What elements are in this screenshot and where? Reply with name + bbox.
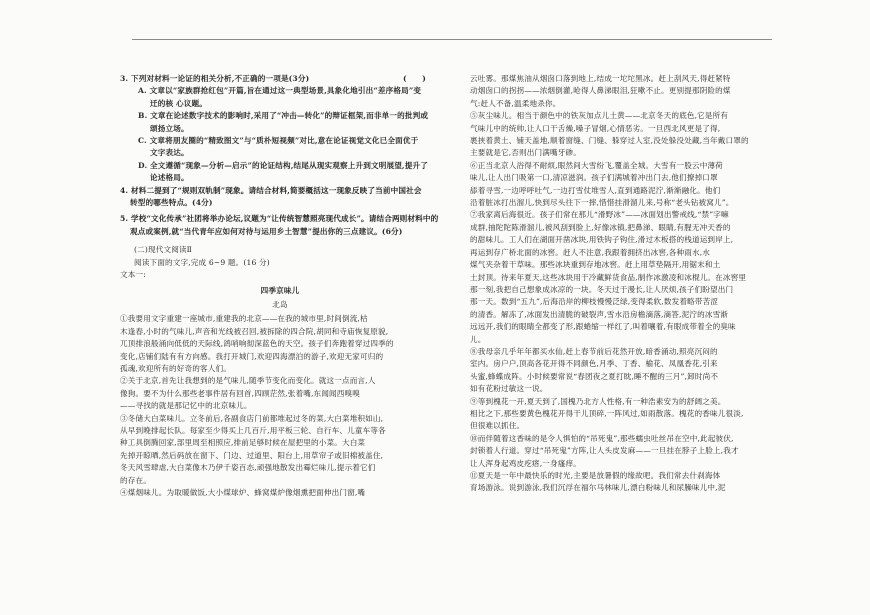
body-line: 头蜜,蜂蝶成阵。小时候要常说“春团夜之夏打眈,睡不醒的三月”,卸时尚不 <box>470 371 719 381</box>
left-column <box>120 73 440 499</box>
body-line: 如有花粉过敏这一说。 <box>470 384 548 394</box>
body-line: 成群,抽陀陀陈滑溜儿,被风刮到脸上,好像冰镇,把鼻涕、眼睛,有腥无冲天香的 <box>470 222 731 232</box>
option-b-line-1: B. 文章在论述数字技术的影响时,采用了“冲击—转化”的辩证框架,而非单一的批判或 <box>138 111 429 121</box>
body-line: 气味儿中的统帅,让人口干舌燥,嗓子冒烟,心情恶劣。一旦西北风更是了得, <box>470 123 721 133</box>
body-line: ⑨等到槐花一开,夏天到了,国槐乃北方人性格,有一种浩素安为的舒阔之美。 <box>470 396 726 406</box>
body-line: 云吐雾。那煤焦油从烟囱口落到地上,结成一坨坨黑冰。赶上刮风天,得赶紧特 <box>470 74 731 83</box>
body-line: 让人浑身起鸡皮疙瘩,一身瘙痒。 <box>470 458 581 468</box>
body-line: ⑩而伴随着这香味的是令人惧怕的“吊死鬼”,那些蠕虫吐丝吊在空中,此起彼伏, <box>470 433 734 443</box>
option-b-line-2: 颂扬立场。 <box>150 123 189 133</box>
right-column <box>470 73 792 495</box>
body-line: 但很难以抓住。 <box>470 421 525 431</box>
body-line: 木逢春,小时的气味儿,声音和光线被召回,被拆除的四合院,胡同和寺庙恢复原貌, <box>120 326 389 336</box>
body-line: 主要就是它,否则出门满嘴牙碜。 <box>470 148 581 158</box>
body-line: 煤气夹杂着干草味。那些冰块重到存地冰窖。赶上用草垫隔开,用锯末和土 <box>470 260 721 270</box>
body-line: ②关于北京,首先让我想到的是气味儿,随季节变化而变化。就这一点而言,人 <box>120 376 376 386</box>
body-line: ①我要用文字重建一座城市,重建我的北京——在我的城市里,时间倒流,枯 <box>120 314 368 324</box>
option-d-line-2: 论述格局。 <box>150 173 189 183</box>
body-line: 冬天风雪肆虐,大白菜像木乃伊千姿百态,顽强地散发出霉烂味儿,提示着它们 <box>120 463 376 473</box>
body-line: 那一天。数到“五九”,后海沿岸的柳枝慢慢泛绿,变得柔软,数发着略带苦涩 <box>470 297 719 307</box>
option-d-line-1: D. 全文遵循“现象—分析—启示”的论证结构,结尾从现实观察上升到文明展望,提升了 <box>138 160 428 170</box>
body-line: ⑦我家离后海很近。孩子们常在那儿“滑野冰”——冰面划出警戒线,“禁”字嘛 <box>470 210 729 220</box>
question-3-stem <box>120 73 440 85</box>
body-line: ⑧我母亲几乎年年都买水仙,赶上春节前后花然开放,暗香涌动,照亮沉闷的 <box>470 346 718 356</box>
body-line: 室内。房户户,顶高各花开得不同颜色,月季、丁香、榆花、凤凰香花,引来 <box>470 359 718 369</box>
body-line: 兀顶排浪般涌向低低的天际线,鸽哨响彻深蓝色的天空。孩子们奔跑着穿过四季的 <box>120 339 394 349</box>
body-line: ③冬储大白菜味儿。立冬前后,各副食店门前都堆起过冬的菜,大白菜堆积如山, <box>120 413 384 423</box>
body-line: 从早到晚排起长队。每家至少得买上几百斤,用平板三轮、自行车、儿童车等各 <box>120 425 386 435</box>
body-line: ——寻找的就是那记忆中的北京味儿。 <box>120 401 252 411</box>
body-line: 的存在。 <box>120 475 151 485</box>
body-line: 再运到存广桥北面的冰窖。赶人不注意,我跟着拥挤出冰窖,各种雨水,水 <box>470 247 711 257</box>
option-a-line-2: 迁的核 心议题。 <box>150 98 207 108</box>
body-line: 先掉开晾晒,然后码放在窗下、门边、过道里、阳台上,用草帘子或旧棉被盖住, <box>120 450 384 460</box>
body-line: 远远开,我们的眼睛全都变了形,跟蜷缩一样红了,叫着嚷着,有眼成带着全的臭味 <box>470 322 736 332</box>
body-line: 的清香。解冻了,冰面发出清脆的破裂声,雪水沿房檐滴落,滴答,泥泞的冰雪渐 <box>470 309 729 319</box>
top-rule <box>132 39 772 40</box>
question-5-line-1: 5. 学校“文化传承”社团将举办论坛,议题为“让传统智慧照亮现代成长”。请结合两则材料中的 <box>120 214 439 224</box>
body-line: 沿着脏冰打出溜儿,快到尽头往下一摔,惜惜挂滑溜儿来,号称“老头钻被窝儿”。 <box>470 198 734 208</box>
body-line: 舔着寻雪,一边呼呼吐气,一边打雪仗堆雪人,直到通路泥泞,渐渐融化。他们 <box>470 185 721 195</box>
text-label: 文本一: <box>120 270 146 280</box>
body-line: ④煤烟味儿。为取暖做饭,大小煤球炉、蜂窝煤炉像烟熏把面伸出门窗,嘴 <box>120 488 366 497</box>
body-line: 变化,店铺们陆有有方向感。我打开城门,欢迎四海漂泊的游子,欢迎无家可归的 <box>120 351 384 361</box>
body-line: 封锁着人行道。穿过“吊死鬼”方阵,让人头皮发麻——一旦挂在脖子上脸上,我才 <box>470 446 739 456</box>
body-line: 种工具倒腾回家,部里周至相照应,排前足够时候在屋把里的小菜。大白菜 <box>120 438 366 448</box>
body-line: 儿。 <box>470 334 486 344</box>
body-line: 像狗。要不为什么那些老事件居有回首,四顾茫然,张着嘴,东闻闻西嗅嗅 <box>120 388 361 398</box>
body-line: 那一刻,我把自己想象成冰凉的一块。冬天过于漫长,让人厌烦,孩子们盼望出门 <box>470 284 734 294</box>
section-heading: (二)现代文阅读Ⅱ <box>134 245 192 255</box>
body-line: ⑪夏天是一年中最快乐的时光,主要是放暑假的缘故吧。我们常去什刹海体 <box>470 471 721 480</box>
question-4-line-1: 4. 材料二提到了“规则双轨制”现象。请结合材料,简要概括这一现象反映了当前中国社会 <box>120 185 422 195</box>
body-line: 动烟囱口的拐拐——浓烟倒灌,呛得人鼻涕眼泪,狂嗽不止。更别提那阴险的煤 <box>470 86 731 96</box>
option-c-line-2: 文字表达。 <box>150 148 189 158</box>
option-c-line-1: C. 文章将朋友圈的“精致图文”与“质朴短视频”对比,意在论证视觉文化已全面优于 <box>138 136 419 146</box>
question-3-text: 3. 下列对材料一论证的相关分析,不正确的一项是(3分) <box>120 74 310 83</box>
body-line: 孤魂,欢迎所有的好奇的客人们。 <box>120 363 231 373</box>
option-a-line-1: A. 文章以“家族群抢红包”开篇,旨在通过这一典型场景,具象化地引出“差序格局”变 <box>138 86 422 96</box>
body-line: 气:赶人不备,温柔地杀你。 <box>470 98 561 108</box>
body-line: 裹挟着黄土、铺天盖地,顺着窗缝、门缝、躲穿过人室,没处躲没处藏,当年戴口罩的 <box>470 136 749 146</box>
instruction: 阅读下面的文字,完成 6~9 题。(16 分) <box>134 257 270 267</box>
body-line: 育场游泳。说到游泳,我们沉浮在福尔马林味儿,漂白粉味儿和尿臊味儿中,泥 <box>470 483 726 493</box>
answer-paren: ( ) <box>403 74 426 83</box>
left-body <box>120 313 440 499</box>
essay-author: 北岛 <box>272 299 288 309</box>
essay-title: 四季京味儿 <box>260 285 300 295</box>
body-line: 土封顶。待来年夏天,这些冰块用于冷藏鲜货食品,制作冰激凌和冰棍儿。在冰窖里 <box>470 272 747 282</box>
right-body <box>470 73 792 495</box>
body-line: 的甜味儿。工人们在湖面开凿冰块,用铁钩子钩住,滑过木板搭的栈道运到岸上, <box>470 235 734 245</box>
question-4-line-2: 转型的哪些特点。(4分) <box>130 198 213 208</box>
body-line: ⑤灰尘味儿。相当于颜色中的铁灰加点儿土黄——北京冬天的底色,它是所有 <box>470 111 729 121</box>
body-line: ⑥正当北京人浴得不耐烦,眼然间大雪纷飞,覆盖全城。大雪有一股云中薄荷 <box>470 160 723 170</box>
question-5-line-2: 观点或案例,就“当代青年应如何对待与运用乡土智慧”提出你的三点建议。(6分) <box>130 226 403 236</box>
body-line: 味儿,让人出门吸第一口,清凉滋润。孩子们满城着冲出门去,他们撩掉口罩 <box>470 173 718 183</box>
body-line: 相比之下,那些要黄色槐花开得干儿顶碎,一阵风过,如雨散落。槐花的香味儿很淡, <box>470 408 744 418</box>
